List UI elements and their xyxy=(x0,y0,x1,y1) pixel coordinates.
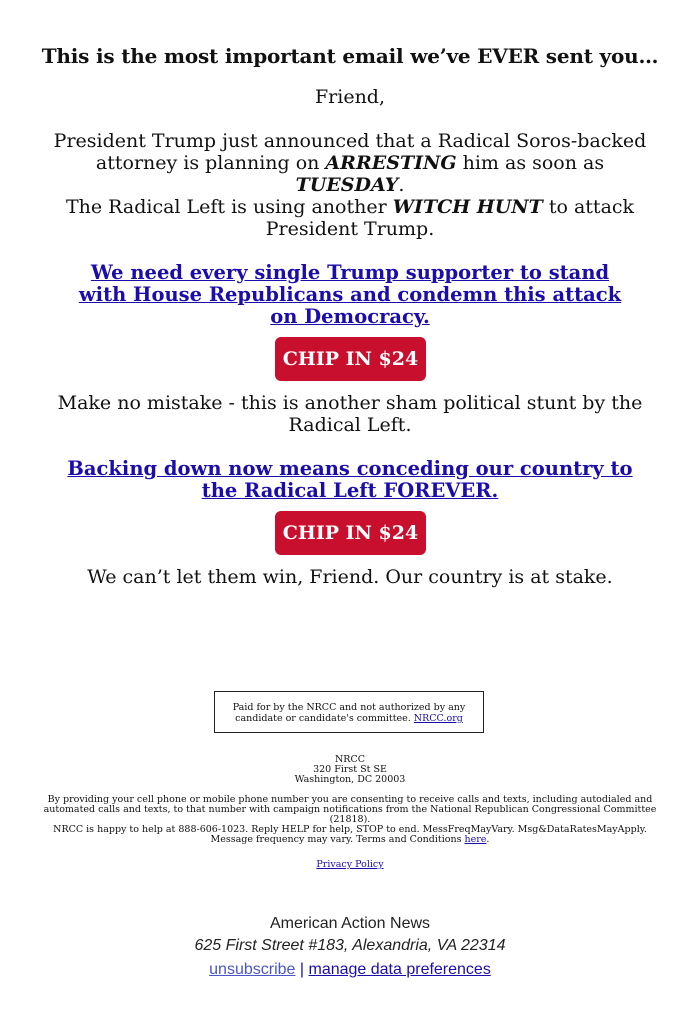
privacy-row xyxy=(40,860,660,870)
backing-down-link[interactable]: Backing down now means conceding our country to the Radical Left FOREVER. xyxy=(67,457,633,502)
chip-in-button-2[interactable]: CHIP IN $24 xyxy=(275,511,426,555)
help-text-end: . xyxy=(486,834,490,845)
paragraph-witch-hunt-text-c: to attack President Trump. xyxy=(265,196,635,240)
terms-here-link[interactable]: here xyxy=(464,834,487,845)
paragraph-witch-hunt xyxy=(50,196,650,240)
support-link[interactable]: We need every single Trump supporter to stand with House Republicans and condemn this attack on Democracy. xyxy=(78,261,622,328)
paragraph-sham-stunt: Make no mistake - this is another sham political stunt by the Radical Left. xyxy=(57,392,643,436)
sms-consent-text: By providing your cell phone or mobile phone number you are consenting to receive calls and texts, including autodialed and automated calls and texts, to that number with campaign notifications from the National Republican Congressional Committee (21818). xyxy=(43,794,657,825)
paragraph-arrest xyxy=(50,130,650,196)
disclaimer-text: Paid for by the NRCC and not authorized by any candidate or candidate's committee. xyxy=(232,702,466,724)
footer-org-name: American Action News xyxy=(269,915,431,932)
paragraph-arrest-text-c: him as soon as xyxy=(456,152,605,174)
footer-links xyxy=(0,961,700,979)
privacy-policy-link[interactable]: Privacy Policy xyxy=(316,859,384,870)
footer-separator: | xyxy=(295,961,309,978)
address-city: Washington, DC 20003 xyxy=(294,774,406,785)
unsubscribe-link[interactable]: unsubscribe xyxy=(209,961,296,978)
mailing-address xyxy=(40,755,660,785)
paragraph-arrest-text-e: . xyxy=(398,174,405,196)
help-text-body: NRCC is happy to help at 888-606-1023. Reply HELP for help, STOP to end. MessFreqMayVary. Msg&DataRatesMayApply. Message frequency may vary. Terms and Conditions xyxy=(53,824,647,845)
paragraph-witch-hunt-text-a: The Radical Left is using another xyxy=(65,196,393,218)
address-street: 320 First St SE xyxy=(313,764,387,775)
footer-address: 625 First Street #183, Alexandria, VA 22314 xyxy=(194,937,506,954)
address-org: NRCC xyxy=(334,754,365,765)
witch-hunt-emphasis: WITCH HUNT xyxy=(392,196,543,218)
email-headline: This is the most important email we’ve EVER sent you… xyxy=(41,44,659,68)
manage-data-preferences-link[interactable]: manage data preferences xyxy=(308,961,491,978)
nrcc-org-link[interactable]: NRCC.org xyxy=(413,713,463,724)
chip-in-button-1[interactable]: CHIP IN $24 xyxy=(275,337,426,381)
tuesday-emphasis: TUESDAY xyxy=(295,174,399,196)
paragraph-cant-let-them-win: We can’t let them win, Friend. Our country is at stake. xyxy=(87,566,613,588)
paragraph-arrest-text-a: President Trump just announced that a Radical Soros-backed attorney is planning on xyxy=(53,130,647,174)
paid-for-disclaimer xyxy=(214,691,484,733)
help-text xyxy=(40,825,660,845)
greeting: Friend, xyxy=(314,86,386,108)
arresting-emphasis: ARRESTING xyxy=(325,152,457,174)
